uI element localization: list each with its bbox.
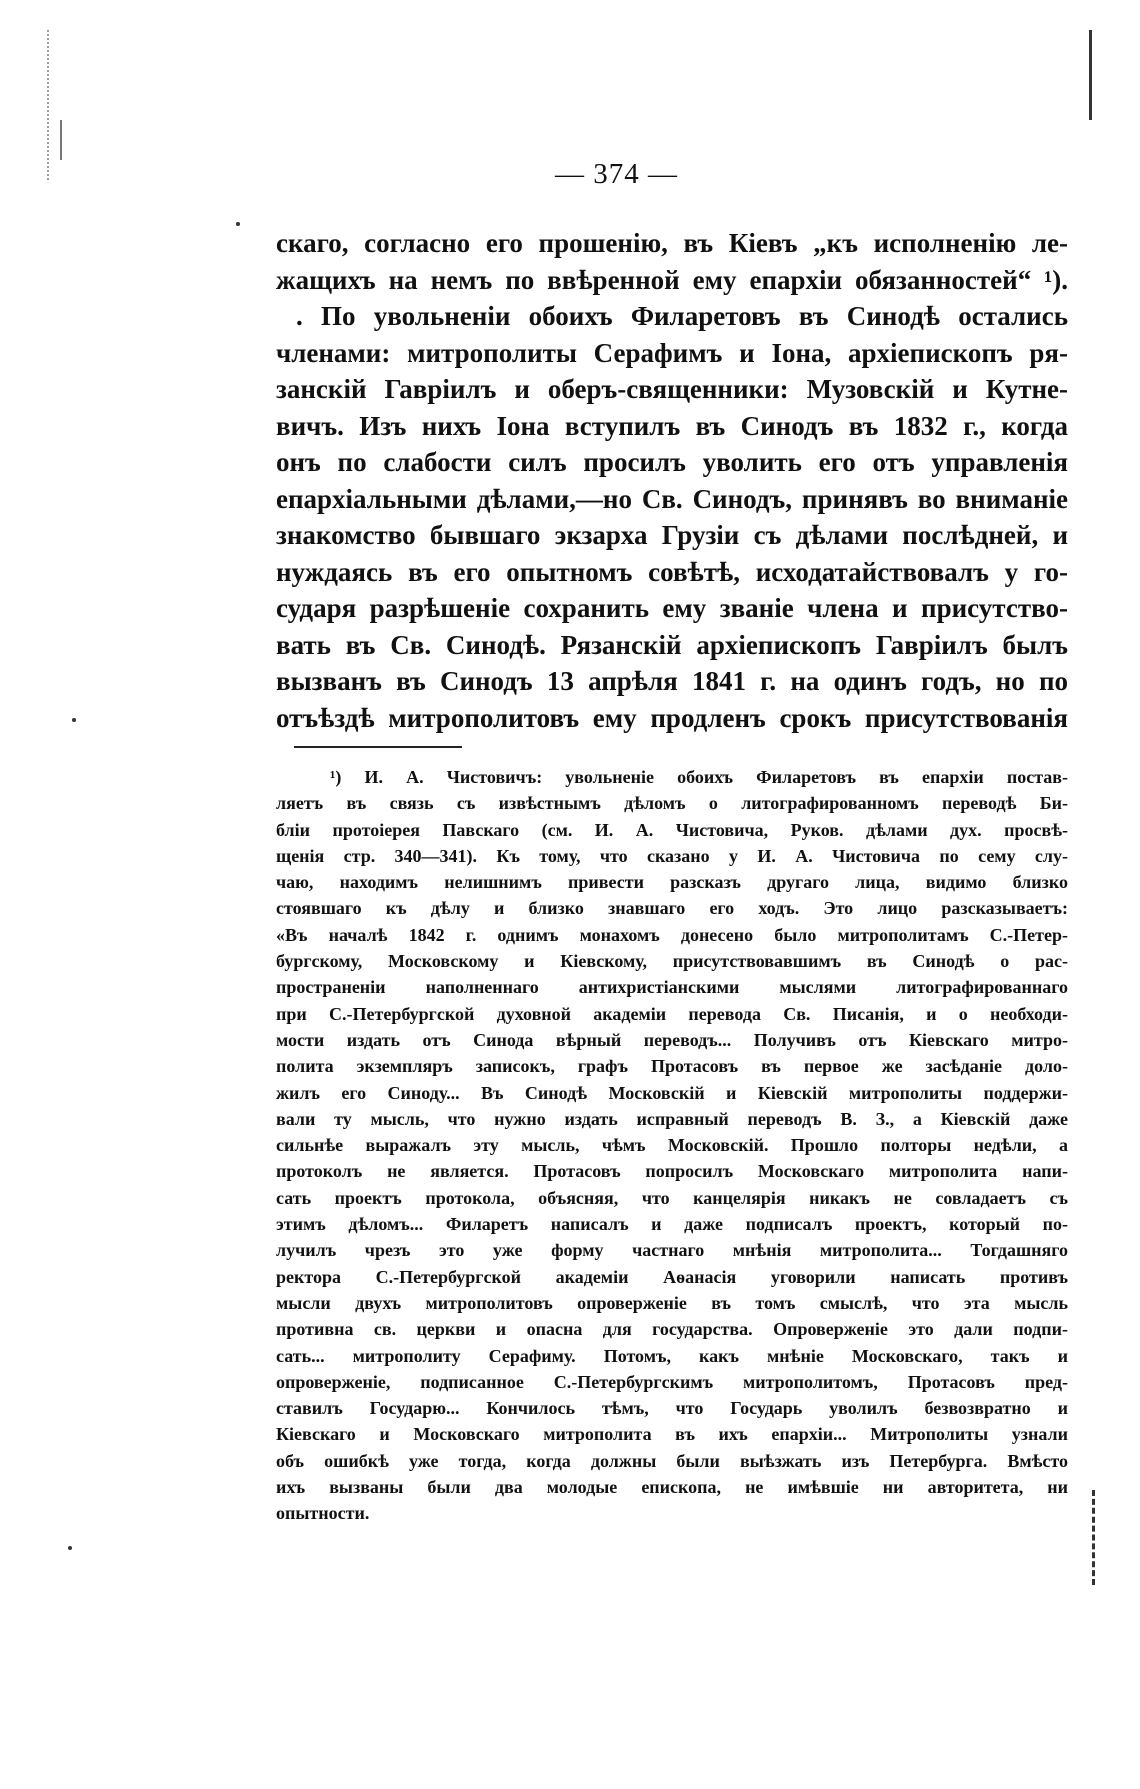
scan-edge-artifact [1089, 30, 1092, 120]
footnote-line: ставилъ Государю... Кончилось тѣмъ, что Государь уволилъ безвозвратно и [276, 1398, 1068, 1419]
footnote-line: протоколъ не является. Протасовъ попросилъ Московскаго митрополита напи- [276, 1161, 1068, 1182]
footnote-line: противна св. церкви и опасна для государства. Опроверженіе это дали подпи- [276, 1319, 1068, 1340]
footnote-line: опроверженіе, подписанное С.-Петербургскимъ митрополитомъ, Протасовъ пред- [276, 1371, 1068, 1392]
footnote-line: сать проектъ протокола, объясняя, что канцелярія никакъ не совладаетъ съ [276, 1187, 1068, 1208]
text-line: онъ по слабости силъ просилъ уволить его отъ управленія [276, 447, 1068, 477]
footnote-line: сать... митрополиту Серафиму. Потомъ, какъ мнѣніе Московскаго, такъ и [276, 1345, 1068, 1366]
text-line: сударя разрѣшеніе сохранить ему званіе члена и присутство- [276, 593, 1068, 623]
text-line: вать въ Св. Синодѣ. Рязанскій архіепископъ Гавріилъ былъ [276, 629, 1068, 660]
footnote-line: «Въ началѣ 1842 г. однимъ монахомъ донесено было митрополитамъ С.-Петер- [276, 924, 1068, 945]
footnote-line: ихъ вызваны были два молодые епископа, не имѣвшіе ни авторитета, ни [276, 1477, 1068, 1498]
scan-edge-artifact [47, 30, 52, 180]
footnote-line: бліи протоіерея Павскаго (см. И. А. Чистовича, Руков. дѣлами дух. просвѣ- [276, 819, 1068, 840]
footnote-line: щенія стр. 340—341). Къ тому, что сказано у И. А. Чистовича по сему слу- [276, 845, 1068, 866]
scan-speck [68, 1546, 72, 1550]
footnote-line: ¹) И. А. Чистовичъ: увольненіе обоихъ Филаретовъ въ епархіи постав- [330, 767, 1068, 787]
text-line: скаго, согласно его прошенію, въ Кіевъ „къ исполненію ле- [276, 228, 1068, 258]
footnote-line: полита экземпляръ записокъ, графъ Протасовъ въ первое же засѣданіе доло- [276, 1056, 1068, 1077]
main-text [276, 225, 1068, 736]
footnote-line: сильнѣе выражалъ эту мысль, чѣмъ Московскій. Прошло полторы недѣли, а [276, 1135, 1068, 1156]
footnote-line: бургскому, Московскому и Кіевскому, присутствовавшимъ въ Синодѣ о рас- [276, 951, 1068, 972]
text-line: занскій Гавріилъ и оберъ-священники: Музовскій и Кутне- [276, 374, 1068, 404]
text-line: вичъ. Изъ нихъ Іона вступилъ въ Синодъ въ 1832 г., когда [276, 410, 1068, 441]
footnote-line: жилъ его Синоду... Въ Синодѣ Московскій и Кіевскій митрополиты поддержи- [276, 1082, 1068, 1103]
scan-edge-artifact [60, 120, 62, 160]
footnote-line: мости издать отъ Синода вѣрный переводъ... Получивъ отъ Кіевскаго митро- [276, 1029, 1068, 1050]
footnote-line: пространеніи наполненнаго антихристіанскими мыслями литографированнаго [276, 977, 1068, 998]
text-line: . По увольненіи обоихъ Филаретовъ въ Синодѣ остались [296, 301, 1068, 331]
text-line: знакомство бывшаго экзарха Грузіи съ дѣлами послѣдней, и [276, 520, 1068, 550]
scan-speck [236, 222, 240, 226]
text-line: епархіальными дѣлами,—но Св. Синодъ, принявъ во вниманіе [276, 483, 1068, 514]
footnote-line: вали ту мысль, что нужно издать исправный переводъ В. З., а Кіевскій даже [276, 1108, 1068, 1129]
text-line: вызванъ въ Синодъ 13 апрѣля 1841 г. на одинъ годъ, но по [276, 666, 1068, 696]
footnote-line: ректора С.-Петербургской академіи Аѳанасія уговорили написать противъ [276, 1266, 1068, 1287]
page-number: — 374 — [555, 158, 678, 190]
footnote-block [276, 764, 1068, 1527]
scan-speck [72, 718, 76, 722]
footnote-line: чаю, находимъ нелишнимъ привести разсказъ другаго лица, видимо близко [276, 872, 1068, 893]
footnote-line: опытности. [276, 1503, 370, 1524]
footnote-line: ляетъ въ связь съ извѣстнымъ дѣломъ о литографированномъ переводѣ Би- [276, 793, 1068, 814]
text-line: нуждаясь въ его опытномъ совѣтѣ, исходатайствовалъ у го- [276, 556, 1068, 587]
footnote-divider [294, 746, 462, 748]
text-line: отъѣздѣ митрополитовъ ему продленъ срокъ присутствованія [276, 702, 1068, 733]
footnote-line: Кіевскаго и Московскаго митрополита въ ихъ епархіи... Митрополиты узнали [276, 1424, 1068, 1445]
text-line: жащихъ на немъ по ввѣренной ему епархіи обязанностей“ ¹). [276, 264, 1068, 295]
footnote-line: лучилъ чрезъ это уже форму частнаго мнѣнія митрополита... Тогдашняго [276, 1240, 1068, 1261]
footnote-line: мысли двухъ митрополитовъ опроверженіе въ томъ смыслѣ, что эта мысль [276, 1292, 1068, 1313]
footnote-line: стоявшаго къ дѣлу и близко знавшаго его ходъ. Это лицо разсказываетъ: [276, 898, 1068, 919]
scan-edge-artifact [1092, 1490, 1098, 1585]
footnote-line: объ ошибкѣ уже тогда, когда должны были выѣзжать изъ Петербурга. Вмѣсто [276, 1450, 1068, 1471]
text-line: членами: митрополиты Серафимъ и Іона, архіепископъ ря- [276, 337, 1068, 368]
footnote-line: при С.-Петербургской духовной академіи перевода Св. Писанія, и о необходи- [276, 1003, 1068, 1024]
footnote-line: этимъ дѣломъ... Филаретъ написалъ и даже подписалъ проектъ, который по- [276, 1214, 1068, 1235]
